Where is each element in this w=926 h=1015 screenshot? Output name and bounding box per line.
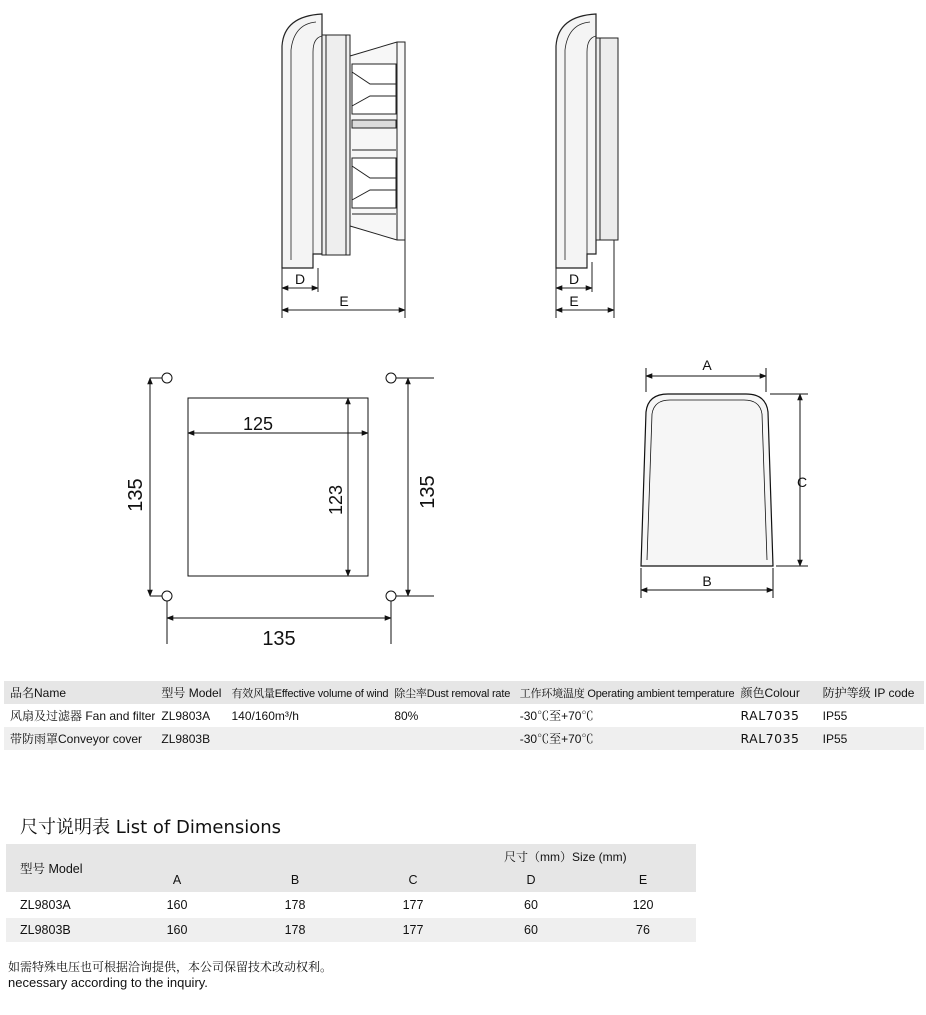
row-model: ZL9803A xyxy=(161,708,211,723)
note-english: necessary according to the inquiry. xyxy=(8,975,208,990)
row-wind-volume: 140/160m³/h xyxy=(231,708,299,723)
col-a: A xyxy=(118,868,236,892)
header-model: 型号 Model xyxy=(155,681,225,704)
table-row xyxy=(4,704,924,727)
row-dust-removal: 80% xyxy=(394,708,419,723)
row-model: ZL9803A xyxy=(20,898,71,912)
row-a: 160 xyxy=(118,918,236,942)
dimensions-title: 尺寸说明表 List of Dimensions xyxy=(20,817,282,838)
front-c-label: C xyxy=(796,474,808,490)
spec-header-row xyxy=(4,681,924,704)
row-temperature: -30℃至+70℃ xyxy=(514,727,735,750)
header-dust-removal: 除尘率Dust removal rate xyxy=(388,681,513,704)
hole-spacing-right-label: 135 xyxy=(417,475,439,509)
panel-cutout-drawing xyxy=(150,373,434,644)
side1-e-label: E xyxy=(339,293,349,309)
header-model: 型号 Model xyxy=(6,844,118,892)
specification-table xyxy=(4,681,924,750)
cutout-height-label: 123 xyxy=(326,484,346,516)
row-a: 160 xyxy=(166,898,188,912)
col-c: C xyxy=(354,868,472,892)
note-chinese: 如需特殊电压也可根据洽询提供，本公司保留技术改动权利。 xyxy=(8,960,333,974)
row-wind-volume xyxy=(226,727,389,750)
header-temperature: 工作环境温度 Operating ambient temperature xyxy=(514,681,735,704)
row-c: 177 xyxy=(354,918,472,942)
side-view-rain-cover xyxy=(556,14,618,318)
side2-d-label: D xyxy=(568,271,580,287)
front-b-label: B xyxy=(702,573,712,589)
row-d: 60 xyxy=(472,918,590,942)
row-colour: RAL7035 xyxy=(734,727,816,750)
row-model: ZL9803B xyxy=(6,918,118,942)
row-ip-code: IP55 xyxy=(817,727,924,750)
header-ip-code: 防护等级 IP code xyxy=(817,681,924,704)
dim-header-row xyxy=(6,844,696,868)
cutout-width-label: 125 xyxy=(242,414,274,434)
row-name: 带防雨罩Conveyor cover xyxy=(4,727,155,750)
row-e: 120 xyxy=(632,898,654,912)
side2-e-label: E xyxy=(569,293,579,309)
row-b: 178 xyxy=(236,918,354,942)
col-e: E xyxy=(590,868,696,892)
dimensions-table xyxy=(6,844,696,942)
row-temperature: -30℃至+70℃ xyxy=(519,709,594,723)
header-wind-volume: 有效风量Effective volume of wind xyxy=(226,681,389,704)
col-d: D xyxy=(472,868,590,892)
side1-d-label: D xyxy=(294,271,306,287)
row-ip-code: IP55 xyxy=(822,708,848,723)
row-colour: RAL7035 xyxy=(740,708,800,723)
row-e: 76 xyxy=(590,918,696,942)
hole-spacing-left-label: 135 xyxy=(125,478,147,512)
table-row xyxy=(4,727,924,750)
hole-spacing-bottom-label: 135 xyxy=(262,628,296,650)
header-colour: 颜色Colour xyxy=(734,681,816,704)
header-name: 品名Name xyxy=(4,681,155,704)
table-row xyxy=(6,892,696,918)
row-b: 178 xyxy=(284,898,306,912)
col-b: B xyxy=(236,868,354,892)
front-a-label: A xyxy=(702,357,712,373)
row-dust-removal xyxy=(388,727,513,750)
row-name: 风扇及过滤器 Fan and filter xyxy=(10,709,156,723)
header-size: 尺寸（mm）Size (mm) xyxy=(118,844,696,868)
row-model: ZL9803B xyxy=(155,727,225,750)
row-c: 177 xyxy=(402,898,424,912)
row-d: 60 xyxy=(524,898,538,912)
table-row xyxy=(6,918,696,942)
front-view-drawing xyxy=(641,368,808,598)
